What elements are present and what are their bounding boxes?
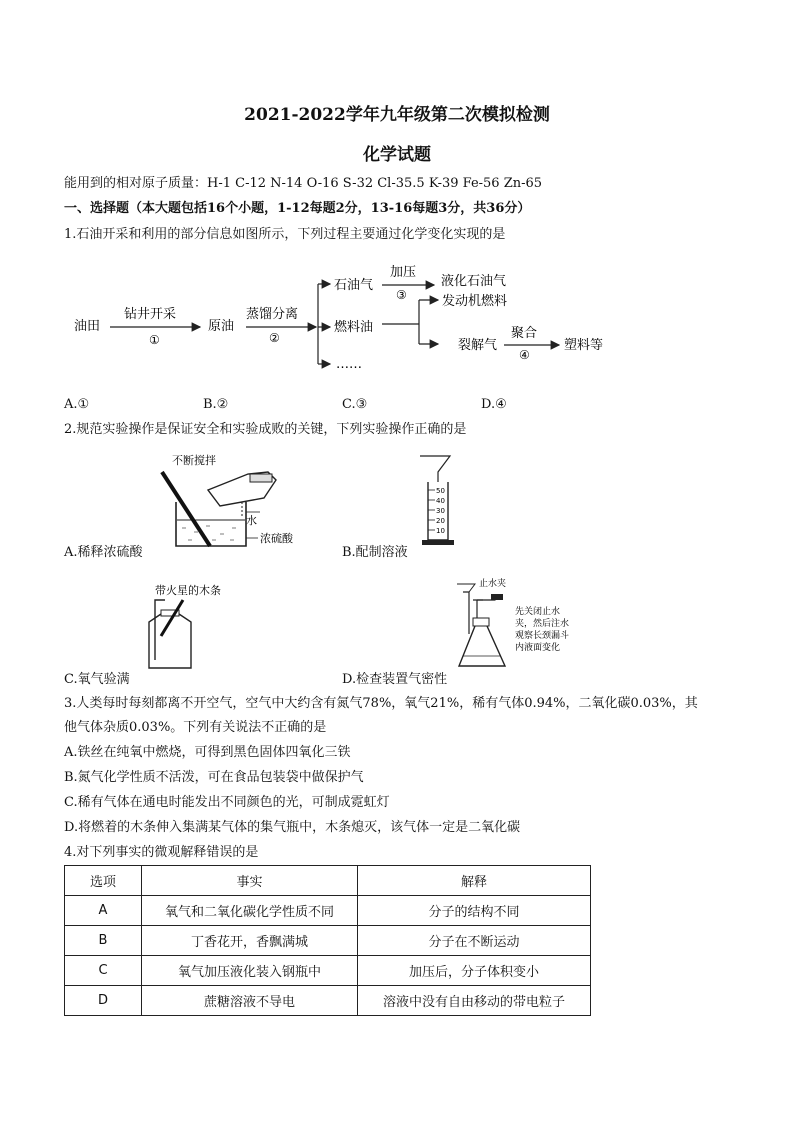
- svg-text:观察长颈漏斗: 观察长颈漏斗: [515, 631, 570, 641]
- table-header-row: [65, 866, 591, 896]
- page-title: 2021-2022学年九年级第二次模拟检测: [244, 105, 550, 125]
- table-cell: 分子在不断运动: [358, 926, 591, 956]
- q1-option-d: D.④: [481, 397, 507, 412]
- table-cell: C: [65, 956, 142, 986]
- wooden-splint: [161, 600, 183, 636]
- table-row: [65, 956, 591, 986]
- diagram-ellipsis: ……: [336, 357, 362, 372]
- table-cell: 氧气加压液化装入钢瓶中: [142, 956, 358, 986]
- section-heading: 一、选择题（本大题包括16个小题，1-12每题2分，13-16每题3分，共36分）: [64, 201, 531, 216]
- table-row: [65, 986, 591, 1016]
- table-cell: B: [65, 926, 142, 956]
- q2-option-c: C.氧气验满: [64, 672, 130, 687]
- table-cell: 蔗糖溶液不导电: [142, 986, 358, 1016]
- q3-option-d: D.将燃着的木条伸入集满某气体的集气瓶中，木条熄灭，该气体一定是二氧化碳: [64, 820, 521, 835]
- diagram-step2: ②: [269, 331, 280, 345]
- diagram-fuel-oil: 燃料油: [334, 320, 374, 335]
- q2-option-a: A.稀释浓硫酸: [64, 545, 143, 560]
- conical-flask: [459, 626, 505, 666]
- question-1-stem: 1.石油开采和利用的部分信息如图所示，下列过程主要通过化学变化实现的是: [64, 227, 506, 242]
- q1-option-a: A.①: [64, 397, 90, 412]
- svg-text:40: 40: [436, 497, 445, 505]
- diagram-step4: ④: [519, 348, 530, 362]
- diagram-pressurize: 加压: [390, 265, 417, 280]
- table-row: [65, 926, 591, 956]
- figure-oxygen-check: [135, 578, 245, 673]
- q1-option-b: B.②: [203, 397, 229, 412]
- diagram-lpg: 液化石油气: [441, 274, 507, 289]
- question-3-stem-line1: 3.人类每时每刻都离不开空气，空气中大约含有氮气78%，氧气21%，稀有气体0.94%，二氧化碳0.03%，其: [64, 696, 698, 711]
- table-cell: 溶液中没有自由移动的带电粒子: [358, 986, 591, 1016]
- label-splint: 带火星的木条: [155, 584, 221, 597]
- table-cell: D: [65, 986, 142, 1016]
- glass-rod: [162, 472, 210, 546]
- funnel-tube: [463, 592, 469, 634]
- facts-table: [64, 865, 591, 1016]
- q2-option-d: D.检查装置气密性: [342, 672, 448, 687]
- svg-text:20: 20: [436, 517, 445, 525]
- question-2-stem: 2.规范实验操作是保证安全和实验成败的关键，下列实验操作正确的是: [64, 422, 467, 437]
- table-cell: 加压后，分子体积变小: [358, 956, 591, 986]
- table-cell: 分子的结构不同: [358, 896, 591, 926]
- label-water: 水: [246, 514, 257, 527]
- svg-text:先关闭止水: 先关闭止水: [515, 607, 561, 617]
- table-cell: 氧气和二氧化碳化学性质不同: [142, 896, 358, 926]
- svg-text:50: 50: [436, 487, 445, 495]
- diagram-polymerize: 聚合: [511, 326, 538, 341]
- table-row: [65, 896, 591, 926]
- label-stir: 不断搅拌: [172, 454, 216, 467]
- diagram-step1: ①: [149, 333, 160, 347]
- label-clamp: 止水夹: [479, 579, 507, 589]
- q3-option-c: C.稀有气体在通电时能发出不同颜色的光，可制成霓虹灯: [64, 795, 390, 810]
- header-explanation: 解释: [358, 866, 591, 896]
- svg-text:10: 10: [436, 527, 445, 535]
- label-acid: 浓硫酸: [260, 532, 293, 545]
- diagram-drill: 钻井开采: [124, 307, 177, 322]
- table-cell: 丁香花开，香飘满城: [142, 926, 358, 956]
- q1-option-c: C.③: [342, 397, 368, 412]
- header-fact: 事实: [142, 866, 358, 896]
- atomic-masses: 能用到的相对原子质量：H-1 C-12 N-14 O-16 S-32 Cl-35.5 K-39 Fe-56 Zn-65: [64, 176, 543, 191]
- figure-airtight-check: [455, 574, 625, 674]
- diagram-crude: 原油: [208, 319, 235, 334]
- diagram-step3: ③: [396, 288, 407, 302]
- q3-option-b: B.氮气化学性质不活泼，可在食品包装袋中做保护气: [64, 770, 364, 785]
- svg-text:夹，然后注水: 夹，然后注水: [515, 619, 570, 629]
- diagram-distill: 蒸馏分离: [246, 307, 299, 322]
- svg-text:30: 30: [436, 507, 445, 515]
- diagram-plastics: 塑料等: [564, 338, 604, 353]
- question-3-stem-line2: 他气体杂质0.03%。下列有关说法不正确的是: [64, 720, 327, 735]
- table-cell: A: [65, 896, 142, 926]
- funnel: [420, 456, 450, 482]
- diagram-engine-fuel: 发动机燃料: [442, 294, 508, 309]
- q2-option-b: B.配制溶液: [342, 545, 408, 560]
- figure-cylinder: [408, 450, 468, 550]
- diagram-petro-gas: 石油气: [334, 278, 374, 293]
- question-4-stem: 4.对下列事实的微观解释错误的是: [64, 845, 259, 860]
- q3-option-a: A.铁丝在纯氧中燃烧，可得到黑色固体四氧化三铁: [64, 745, 351, 760]
- diagram-cracked-gas: 裂解气: [458, 338, 498, 353]
- page-subtitle: 化学试题: [363, 145, 431, 165]
- svg-text:内液面变化: 内液面变化: [515, 643, 561, 653]
- figure-dilute-acid: [150, 450, 310, 550]
- header-option: 选项: [65, 866, 142, 896]
- oil-process-diagram: [64, 258, 624, 376]
- diagram-oilfield: 油田: [74, 319, 101, 334]
